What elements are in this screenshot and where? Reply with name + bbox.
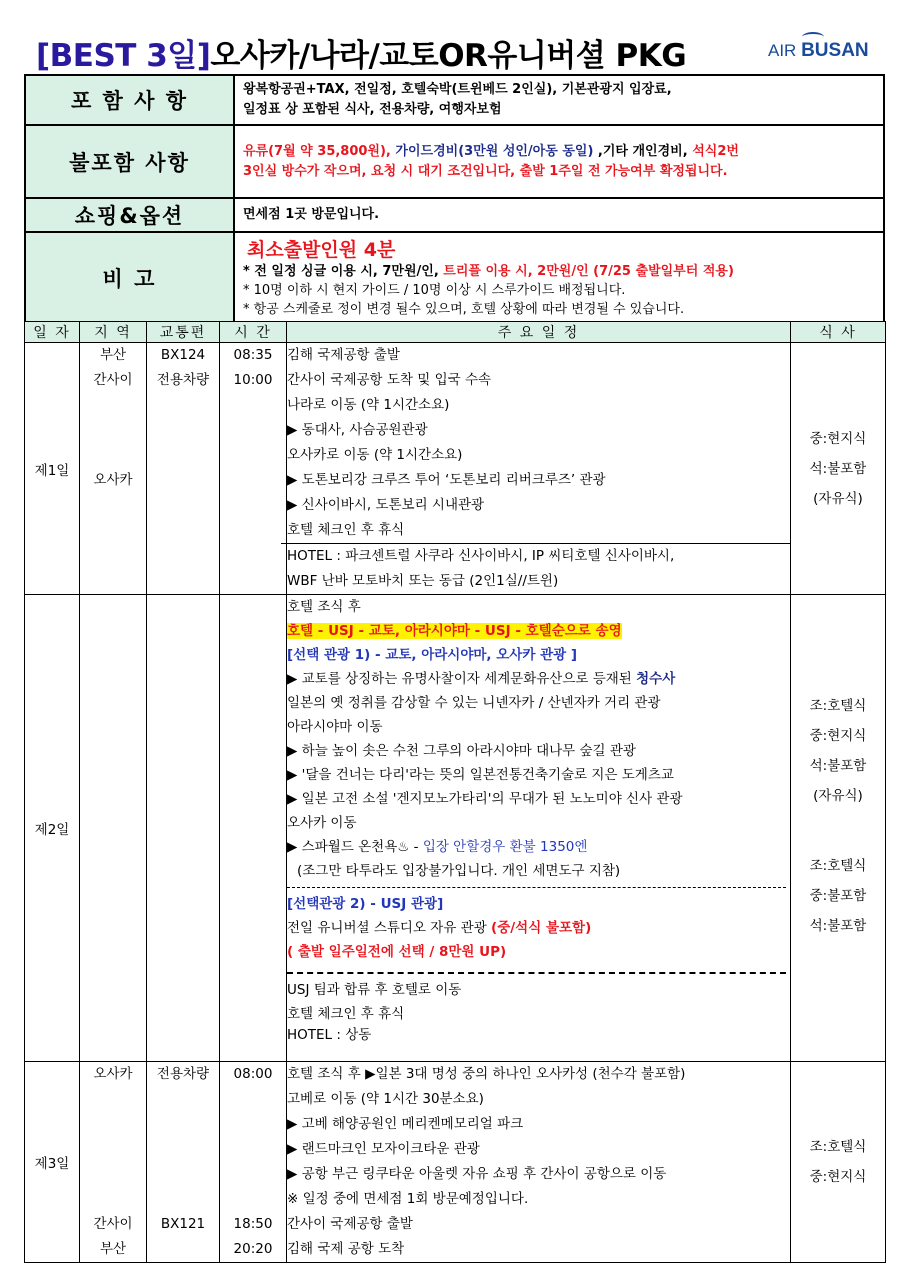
day3-region-2: 간사이 [93,1216,133,1232]
day3-item: 고베로 이동 (약 1시간 30분소요) [287,1091,484,1107]
day3-time-3: 20:20 [233,1241,273,1257]
day1-item: 간사이 국제공항 도착 및 입국 수속 [287,372,492,388]
title-main: 오사카/나라/교토OR유니버셜 PKG [210,38,687,74]
day1-transport-1: BX124 [160,347,206,363]
day1-item: ▶ 신사이바시, 도톤보리 시내관광 [287,497,485,513]
day3-item: ▶ 랜드마크인 모자이크타운 관광 [287,1141,480,1157]
day2-meals [791,595,886,1062]
included-value [234,75,884,125]
day3-region-3: 부산 [99,1241,127,1257]
day3-region [80,1062,147,1263]
day3-label: 제3일 [25,1062,80,1263]
excluded-label: 불포함 사항 [25,125,234,198]
day1-transport [147,343,220,595]
day3-row [25,1062,886,1263]
day1-meal: 중:현지식 [809,430,867,447]
day1-time [220,343,287,595]
day2-option2-meals: (중/석식 불포함) [491,920,592,936]
day2-item: 호텔 체크인 후 휴식 [287,1006,405,1022]
excluded-fuel: 유류(7월 약 35,800원), [243,143,391,159]
excluded-guide: 가이드경비(3만원 성인/아동 동일) [390,143,594,159]
day3-time-2: 18:50 [233,1216,273,1232]
day2-item: ▶ 일본 고전 소설 '겐지모노가타리'의 무대가 된 노노미야 신사 관광 [287,791,683,807]
day2-meal: (자유식) [813,788,863,804]
day3-transport [147,1062,220,1263]
shopping-value: 면세점 1곳 방문입니다. [234,198,884,232]
header-region: 지 역 [80,322,147,343]
day2-meal: 중:불포함 [809,888,867,904]
header-itinerary: 주 요 일 정 [287,322,791,343]
included-line-2: 일정표 상 포함된 식사, 전용차량, 여행자보험 [243,102,502,117]
day3-item: 김해 국제 공항 도착 [287,1241,405,1257]
day1-hotel: WBF 난바 모토바치 또는 동급 (2인1실//트윈) [287,573,559,589]
day1-transport-2: 전용차량 [156,372,210,388]
day3-meals [791,1062,886,1263]
day2-item: ▶ 하늘 높이 솟은 수천 그루의 아라시야마 대나무 숲길 관광 [287,743,636,759]
divider [287,887,786,888]
day2-shuttle-highlight: 호텔 - USJ - 교토, 아라시야마 - USJ - 호텔순으로 송영 [287,623,622,639]
included-line-1: 왕복항공권+TAX, 전일정, 호텔숙박(트윈베드 2인실), 기본관광지 입장료, [243,82,672,97]
remarks-label: 비 고 [25,232,234,324]
day2-meal: 조:호텔식 [809,858,867,874]
day1-item: 호텔 체크인 후 휴식 [287,522,405,538]
day3-meal: 중:현지식 [809,1169,867,1185]
header-meals: 식 사 [791,322,886,343]
header-date: 일 자 [25,322,80,343]
day2-option2-title: [선택관광 2) - USJ 관광] [287,896,444,912]
day1-item: 오사카로 이동 (약 1시간소요) [287,447,463,463]
excluded-value [234,125,884,198]
divider [287,972,786,974]
included-label: 포 함 사 항 [25,75,234,125]
day1-meal: 석:불포함 [809,460,867,477]
day2-itinerary [287,595,791,1062]
day2-row [25,595,886,1062]
remarks-min-people: 최소출발인원 4분 [247,238,396,261]
day1-item: ▶ 동대사, 사슴공원관광 [287,422,428,438]
day1-region-2: 간사이 [93,372,133,388]
day1-item: 김해 국제공항 출발 [287,347,400,363]
day3-transport-1: 전용차량 [156,1066,210,1082]
day1-label: 제1일 [25,343,80,595]
page-title [36,30,686,75]
day2-label: 제2일 [25,595,80,1062]
day2-time [220,595,287,1062]
title-prefix: [BEST 3일] [36,38,211,74]
day1-item: ▶ 도톤보리강 크루즈 투어 ‘도톤보리 리버크루즈’ 관광 [287,472,606,488]
day2-spa-refund: 입장 안할경우 환불 1350엔 [422,839,588,855]
excluded-dinner: 석식2번 [692,143,739,159]
day1-time-2: 10:00 [233,372,273,388]
remarks-value [234,232,884,324]
day2-item: 오사카 이동 [287,815,357,831]
day1-region-1: 부산 [99,347,127,363]
remarks-single: * 전 일정 싱글 이용 시, 7만원/인, [243,263,444,279]
day2-option1-title: [선택 관광 1) - 교토, 아라시야마, 오사카 관광 ] [287,647,578,663]
day2-item: 일본의 옛 정취를 감상할 수 있는 니넨자카 / 산넨자카 거리 관광 [287,695,661,711]
day2-option2-note: ( 출발 일주일전에 선택 / 8만원 UP) [287,944,507,960]
day3-item: ▶ 공항 부근 링쿠타운 아울렛 자유 쇼핑 후 간사이 공항으로 이동 [287,1166,667,1182]
day2-kiyomizu: 청수사 [636,671,676,687]
day1-hotel: HOTEL : 파크센트럴 사쿠라 신사이바시, IP 씨티호텔 신사이바시, [281,543,790,569]
day3-time-1: 08:00 [233,1066,273,1082]
day1-item: 나라로 이동 (약 1시간소요) [287,397,450,413]
day1-time-1: 08:35 [233,347,273,363]
remarks-change: * 항공 스케줄로 정이 변경 될수 있으며, 호텔 상황에 따라 변경될 수 있습니다. [243,301,685,317]
day2-meal: 조:호텔식 [809,698,867,714]
day3-transport-2: BX121 [160,1216,206,1232]
day2-region [80,595,147,1062]
day3-item: ※ 일정 중에 면세점 1회 방문예정입니다. [287,1191,529,1207]
day1-region [80,343,147,595]
day2-item: 아라시야마 이동 [287,719,383,735]
day2-meal: 중:현지식 [809,728,867,744]
day1-meal: (자유식) [813,490,863,507]
excluded-line-2: 3인실 방수가 작으며, 요청 시 대기 조건입니다, 출발 1주일 전 가능여부 확정됩니다. [243,163,728,179]
day1-meals [791,343,886,595]
day3-time [220,1062,287,1263]
day2-item: ▶ '달을 건너는 다리'라는 뜻의 일본전통건축기술로 지은 도게츠교 [287,767,674,783]
day3-item: 간사이 국제공항 출발 [287,1216,413,1232]
day3-item: 호텔 조식 후 ▶일본 3대 명성 중의 하나인 오사카성 (천수각 불포함) [287,1066,686,1082]
remarks-triple: 트리플 이용 시, 2만원/인 (7/25 출발일부터 적용) [443,263,734,279]
day2-spa: ▶ 스파월드 온천욕♨ - [287,839,423,855]
day3-itinerary [287,1062,791,1263]
day1-row [25,343,886,595]
day2-meal: 석:불포함 [809,918,867,934]
day3-meal: 조:호텔식 [809,1139,867,1155]
logo-busan: BUSAN [801,40,869,61]
day2-hotel: HOTEL : 상동 [287,1027,372,1043]
schedule-table [24,321,886,1263]
info-table [24,74,885,325]
day2-item: USJ 팀과 합류 후 호텔로 이동 [287,982,462,998]
air-busan-logo [768,40,869,62]
day2-meal: 석:불포함 [809,758,867,774]
day3-item: ▶ 고베 해양공원인 메리켄메모리얼 파크 [287,1116,524,1132]
day2-spa-note: (조그만 타투라도 입장불가입니다. 개인 세면도구 지참) [297,863,621,879]
day1-itinerary [287,343,791,595]
shopping-label: 쇼핑&옵션 [25,198,234,232]
day1-region-3: 오사카 [93,472,133,488]
excluded-other: ,기타 개인경비, [593,143,693,159]
logo-air: AIR [768,41,797,60]
day2-item: 호텔 조식 후 [287,599,361,615]
logo-swoosh-icon [802,32,824,42]
day2-item: 전일 유니버셜 스튜디오 자유 관광 [287,920,492,936]
remarks-guide: * 10명 이하 시 현지 가이드 / 10명 이상 시 스루가이드 배정됩니다. [243,282,626,298]
day3-region-1: 오사카 [93,1066,133,1082]
header-time: 시 간 [220,322,287,343]
day2-item: ▶ 교토를 상징하는 유명사찰이자 세계문화유산으로 등재된 [287,671,637,687]
header-transport: 교통편 [147,322,220,343]
day2-transport [147,595,220,1062]
